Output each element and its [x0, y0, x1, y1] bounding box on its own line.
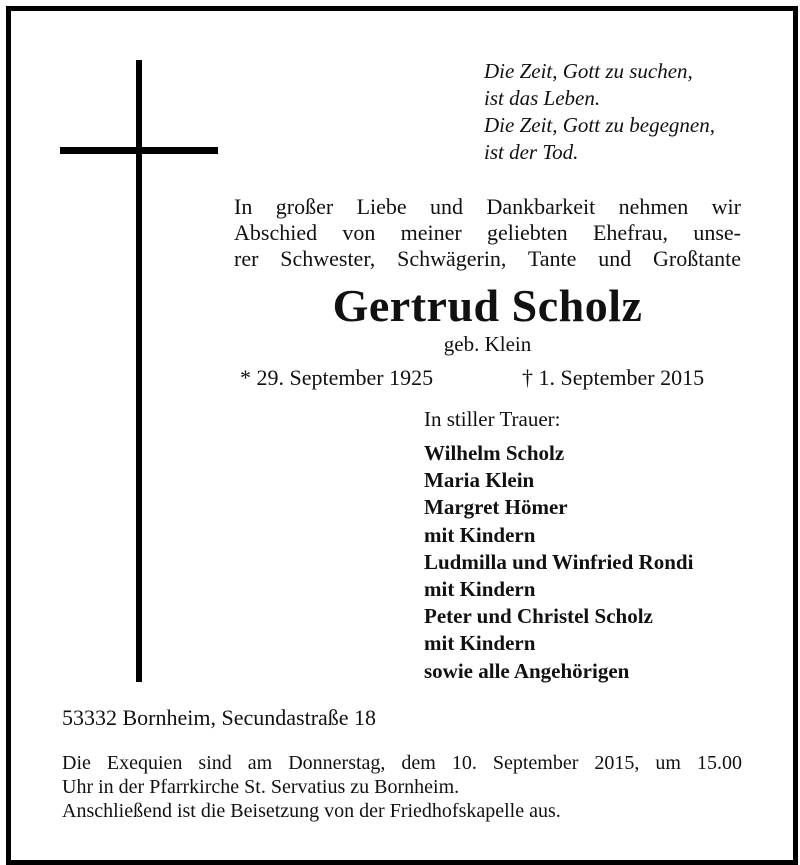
quote-line: ist das Leben.	[484, 86, 601, 110]
deceased-name: Gertrud Scholz	[332, 280, 643, 331]
mourner-line: Maria Klein	[424, 468, 535, 493]
maiden-name: geb. Klein	[443, 332, 532, 356]
intro-line: Abschied von meiner geliebten Ehefrau, unse-	[234, 220, 741, 245]
birth-date: * 29. September 1925	[240, 365, 434, 390]
mourner-line: sowie alle Angehörigen	[424, 658, 630, 683]
mourner-line: Peter und Christel Scholz	[424, 604, 653, 629]
mourner-line: Wilhelm Scholz	[424, 441, 565, 465]
bible-quote	[484, 58, 715, 166]
mourner-line: Margret Hömer	[424, 495, 568, 520]
mourner-line: Ludmilla und Winfried Rondi	[424, 549, 694, 574]
funeral-notice	[62, 751, 742, 823]
intro-line: rer Schwester, Schwägerin, Tante und Großtante	[234, 246, 741, 271]
notice-line: Die Exequien sind am Donnerstag, dem 10. September 2015, um 15.00	[62, 752, 742, 774]
intro-line: In großer Liebe und Dankbarkeit nehmen wir	[234, 194, 741, 219]
mourners-heading: In stiller Trauer:	[424, 407, 561, 431]
family-address: 53332 Bornheim, Secundastraße 18	[62, 705, 377, 730]
notice-line: Anschließend ist die Beisetzung von der Friedhofskapelle aus.	[62, 800, 561, 822]
mourner-line: mit Kindern	[424, 522, 536, 547]
mourners-list	[424, 440, 693, 685]
mourner-line: mit Kindern	[424, 577, 536, 602]
quote-line: Die Zeit, Gott zu suchen,	[484, 59, 693, 83]
quote-line: ist der Tod.	[484, 140, 579, 164]
death-date: † 1. September 2015	[522, 365, 705, 390]
mourner-line: mit Kindern	[424, 631, 536, 656]
cross-horizontal-bar	[60, 147, 218, 154]
notice-line: Uhr in der Pfarrkirche St. Servatius zu Bornheim.	[62, 776, 460, 798]
quote-line: Die Zeit, Gott zu begegnen,	[484, 113, 715, 137]
intro-text	[234, 194, 741, 272]
